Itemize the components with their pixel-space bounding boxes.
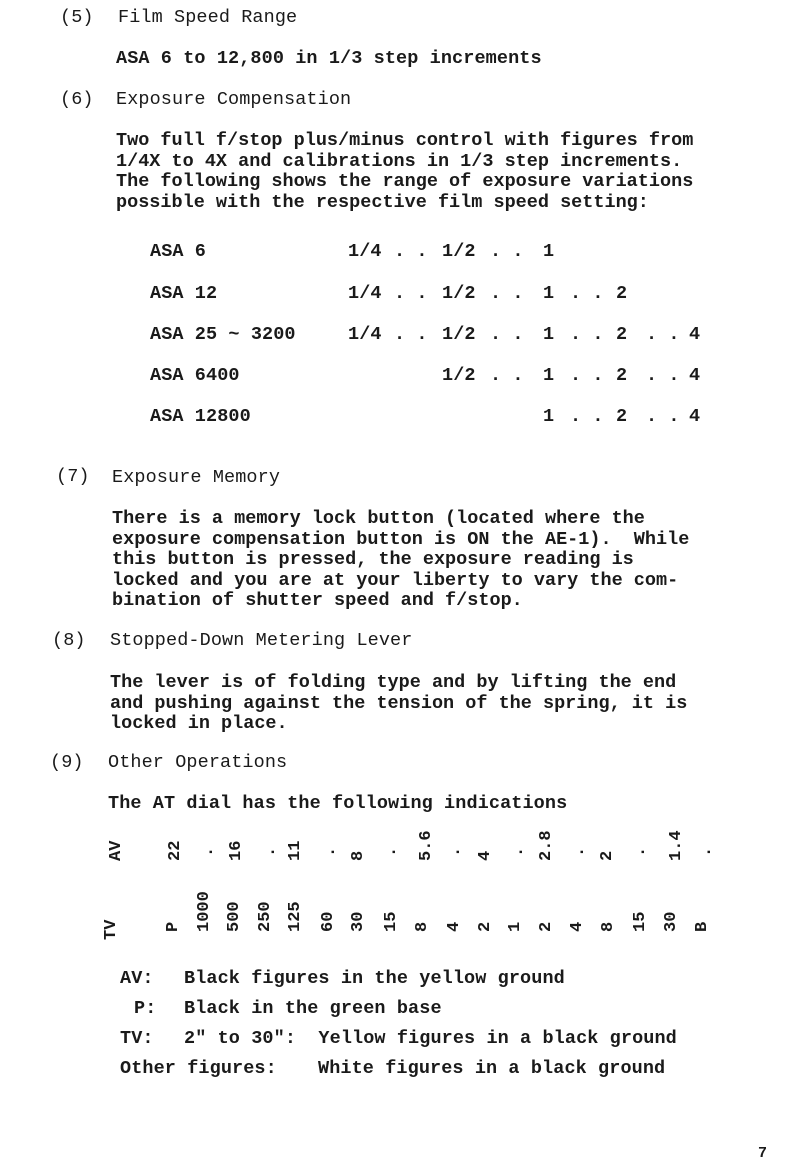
tv-value: 60 (319, 911, 338, 932)
range-dots: . . (646, 365, 680, 386)
tv-value: 1 (506, 921, 525, 932)
tv-value: 250 (256, 901, 275, 932)
section-6-line: Two full f/stop plus/minus control with figures from (116, 130, 694, 151)
range-dots: . . (490, 241, 524, 262)
page-number: 7 (758, 1145, 768, 1162)
tv-value: 30 (349, 911, 368, 932)
range-dots: . . (570, 324, 604, 345)
range-value: 1 (543, 283, 555, 304)
legend-key-other: Other figures: (120, 1058, 277, 1079)
tv-value: P (164, 921, 183, 932)
section-9-intro: The AT dial has the following indications (108, 793, 568, 814)
section-7-line: exposure compensation button is ON the AE-1). While (112, 528, 690, 550)
section-7-title: Exposure Memory (112, 467, 281, 488)
av-value: 2 (598, 850, 617, 861)
range-value: 2 (616, 406, 628, 427)
tv-value: 8 (413, 921, 432, 932)
range-dots: . . (570, 283, 604, 304)
range-value: 1/2 (442, 241, 476, 262)
section-5-title: Film Speed Range (118, 7, 298, 28)
range-value: 1/2 (442, 365, 476, 386)
tv-label: TV (102, 919, 121, 940)
range-dots: . . (394, 324, 428, 345)
range-dots: . . (490, 365, 524, 386)
tv-value: 500 (225, 901, 244, 932)
av-value: 11 (286, 840, 305, 861)
av-dot: . (446, 846, 465, 857)
asa-setting: ASA 6 (150, 241, 207, 262)
tv-value: 4 (445, 921, 464, 932)
tv-value: 30 (662, 911, 681, 932)
av-value: 22 (166, 840, 185, 861)
range-dots: . . (394, 241, 428, 262)
legend-key-tv: TV: (120, 1028, 154, 1049)
tv-value: B (693, 921, 712, 932)
range-dots: . . (646, 406, 680, 427)
range-value: 1 (543, 365, 555, 386)
av-dot: . (697, 846, 716, 857)
range-dots: . . (570, 365, 604, 386)
range-value: 4 (689, 324, 701, 345)
section-7-line: There is a memory lock button (located where the (112, 508, 645, 529)
range-dots: . . (646, 324, 680, 345)
section-6-number: (6) (60, 89, 94, 110)
section-5-body: ASA 6 to 12,800 in 1/3 step increments (116, 48, 542, 69)
av-value: 2.8 (537, 830, 556, 861)
range-value: 1/4 (348, 241, 382, 262)
section-9-title: Other Operations (108, 752, 288, 773)
range-dots: . . (394, 283, 428, 304)
section-8-body (110, 673, 687, 735)
legend-key-p: P: (134, 998, 157, 1019)
asa-setting: ASA 25 ~ 3200 (150, 324, 296, 345)
range-value: 1/4 (348, 324, 382, 345)
section-7-line: locked and you are at your liberty to vary the com- (112, 569, 679, 591)
av-dot: . (509, 846, 528, 857)
av-value: 1.4 (667, 830, 686, 861)
av-dot: . (321, 846, 340, 857)
range-dots: . . (490, 324, 524, 345)
av-value: 16 (227, 840, 246, 861)
av-label: AV (107, 840, 126, 861)
av-value: 4 (476, 850, 495, 861)
section-8-line: locked in place. (110, 713, 288, 734)
section-7-line: bination of shutter speed and f/stop. (112, 590, 523, 611)
section-6-line: The following shows the range of exposure variations (116, 171, 694, 192)
legend-key-av: AV: (120, 968, 154, 989)
av-value: 5.6 (417, 830, 436, 861)
tv-value: 4 (568, 921, 587, 932)
range-value: 1/2 (442, 324, 476, 345)
range-value: 1/4 (348, 283, 382, 304)
section-8-number: (8) (52, 630, 86, 651)
range-value: 1 (543, 241, 555, 262)
tv-value: 1000 (195, 891, 214, 932)
section-8-title: Stopped-Down Metering Lever (110, 630, 413, 651)
section-9-number: (9) (50, 752, 84, 773)
tv-value: 2 (537, 921, 556, 932)
tv-value: 15 (382, 911, 401, 932)
section-5-number: (5) (60, 7, 94, 28)
av-dot: . (199, 846, 218, 857)
section-6-title: Exposure Compensation (116, 89, 352, 110)
range-dots: . . (570, 406, 604, 427)
range-value: 1/2 (442, 283, 476, 304)
section-6-line: possible with the respective film speed setting: (116, 191, 649, 213)
legend-text-av: Black figures in the yellow ground (184, 968, 565, 989)
range-value: 1 (543, 406, 555, 427)
legend-text-p: Black in the green base (184, 998, 442, 1019)
section-8-line: and pushing against the tension of the spring, it is (110, 692, 688, 714)
tv-value: 15 (631, 911, 650, 932)
section-7-number: (7) (56, 466, 90, 487)
range-value: 4 (689, 406, 701, 427)
tv-value: 8 (599, 921, 618, 932)
section-7-body (112, 509, 689, 612)
range-value: 2 (616, 365, 628, 386)
av-dot: . (570, 846, 589, 857)
legend-text-tv: 2" to 30": Yellow figures in a black ground (184, 1028, 677, 1049)
asa-setting: ASA 6400 (150, 365, 240, 386)
range-value: 1 (543, 324, 555, 345)
range-value: 2 (616, 324, 628, 345)
range-value: 4 (689, 365, 701, 386)
av-dot: . (382, 846, 401, 857)
section-6-line: 1/4X to 4X and calibrations in 1/3 step increments. (116, 150, 683, 172)
av-dot: . (261, 846, 280, 857)
tv-value: 2 (476, 921, 495, 932)
section-7-line: this button is pressed, the exposure reading is (112, 549, 634, 570)
asa-setting: ASA 12 (150, 283, 218, 304)
range-dots: . . (490, 283, 524, 304)
range-value: 2 (616, 283, 628, 304)
av-dot: . (631, 846, 650, 857)
asa-setting: ASA 12800 (150, 406, 251, 427)
legend-text-other: White figures in a black ground (318, 1058, 666, 1079)
section-6-body (116, 131, 693, 213)
tv-value: 125 (286, 901, 305, 932)
section-8-line: The lever is of folding type and by lifting the end (110, 672, 677, 693)
av-value: 8 (349, 850, 368, 861)
